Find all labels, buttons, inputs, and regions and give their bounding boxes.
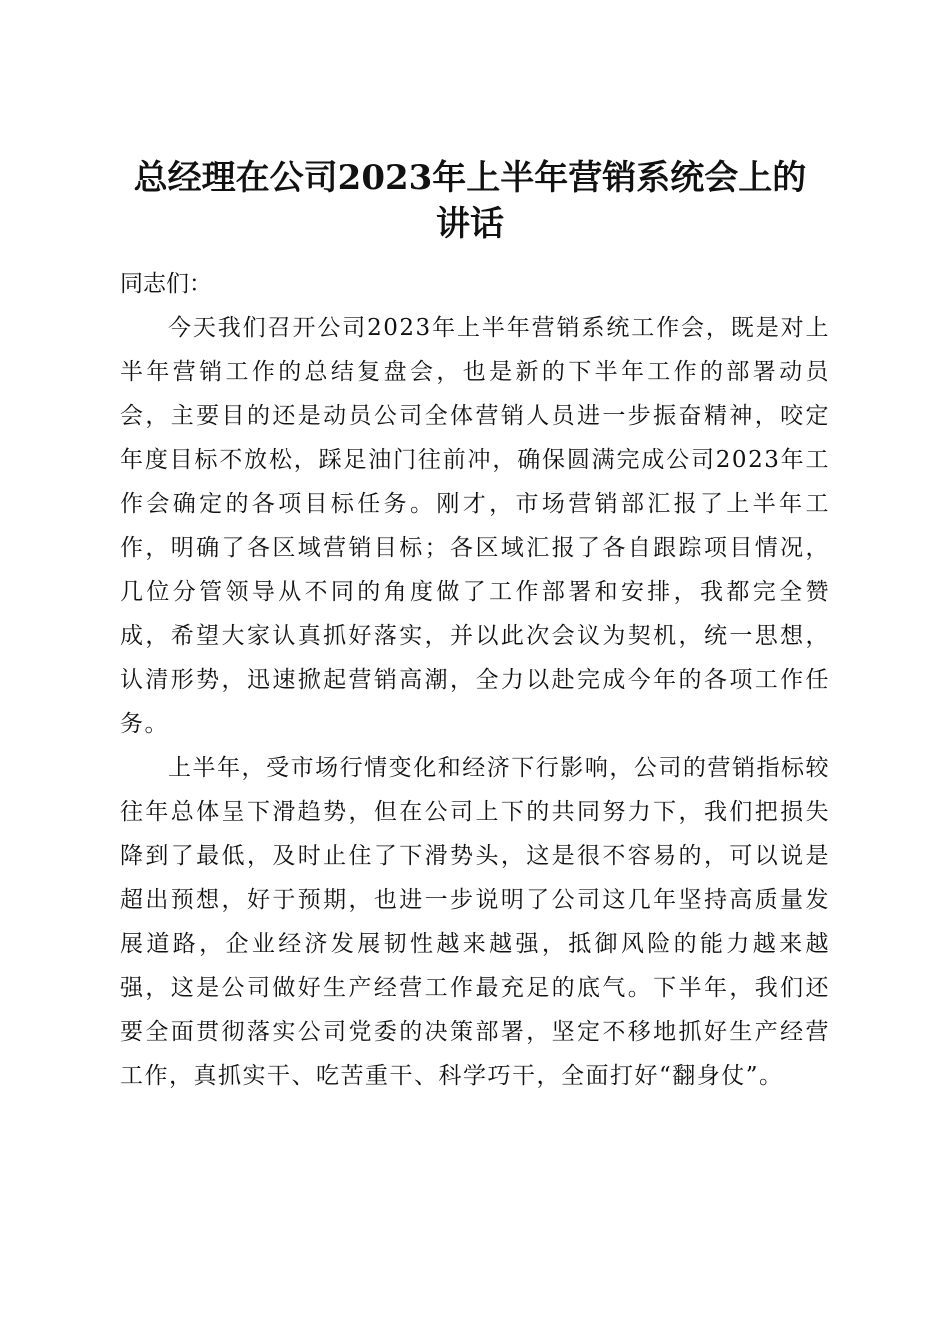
document-title (110, 155, 830, 247)
paragraph-2: 上半年，受市场行情变化和经济下行影响，公司的营销指标较往年总体呈下滑趋势，但在公司上下的共同努力下，我们把损失降到了最低，及时止住了下滑势头，这是很不容易的，可以说是超出预想，好于预期，也进一步说明了公司这几年坚持高质量发展道路，企业经济发展韧性越来越强，抵御风险的能力越来越强，这是公司做好生产经营工作最充足的底气。下半年，我们还要全面贯彻落实公司党委的决策部署，坚定不移地抓好生产经营工作，真抓实干、吃苦重干、科学巧干，全面打好“翻身仗”。 (120, 755, 830, 1089)
document-body (120, 250, 830, 1098)
salutation: 同志们： (120, 271, 212, 297)
paragraph-1: 今天我们召开公司2023年上半年营销系统工作会，既是对上半年营销工作的总结复盘会，也是新的下半年工作的部署动员会，主要目的还是动员公司全体营销人员进一步振奋精神，咬定年度目标不放松，踩足油门往前冲，确保圆满完成公司2023年工作会确定的各项目标任务。刚才，市场营销部汇报了上半年工作，明确了各区域营销目标；各区域汇报了各自跟踪项目情况，几位分管领导从不同的角度做了工作部署和安排，我都完全赞成，希望大家认真抓好落实，并以此次会议为契机，统一思想，认清形势，迅速掀起营销高潮，全力以赴完成今年的各项工作任务。 (120, 315, 830, 737)
title-line-2: 讲话 (436, 203, 504, 244)
title-line-1: 总经理在公司2023年上半年营销系统会上的 (133, 157, 807, 198)
